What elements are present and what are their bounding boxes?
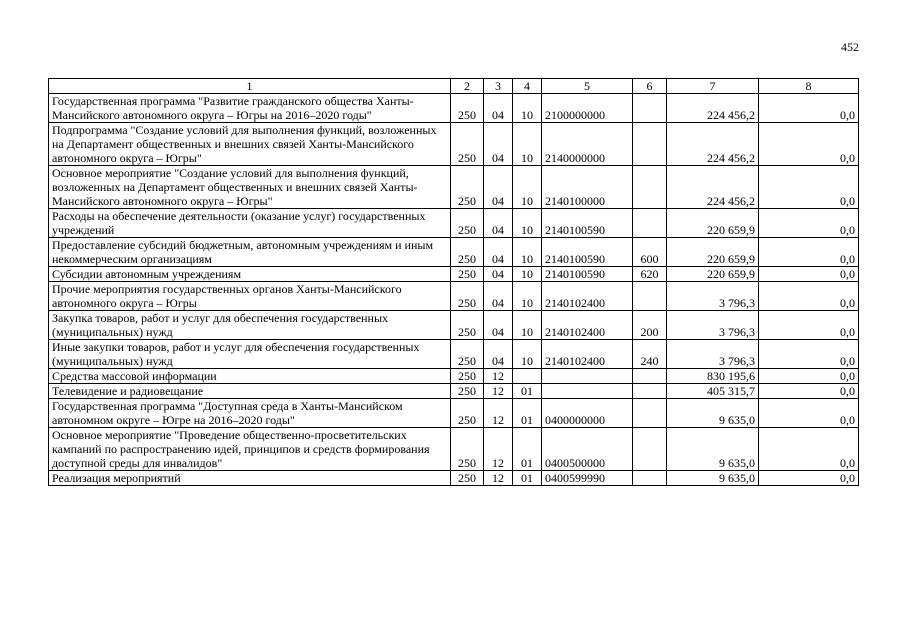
row-name-cell: Расходы на обеспечение деятельности (оказание услуг) государственных учреждений [49,209,451,238]
table-row [49,384,859,399]
row-target-code-cell: 2140000000 [542,123,633,166]
table-row [49,209,859,238]
table-row [49,166,859,209]
row-target-code-cell: 2140102400 [542,340,633,369]
row-name-cell: Субсидии автономным учреждениям [49,267,451,282]
row-subsection-cell: 10 [513,166,542,209]
row-amount-cell: 220 659,9 [667,209,759,238]
row-amount-cell: 220 659,9 [667,238,759,267]
row-name-cell: Предоставление субсидий бюджетным, автономным учреждениям и иным некоммерческим организациям [49,238,451,267]
row-subsection-cell: 10 [513,238,542,267]
row-amount-cell: 3 796,3 [667,282,759,311]
header-cell: 8 [759,79,859,94]
row-expense-type-cell [633,369,667,384]
row-amount-cell: 830 195,6 [667,369,759,384]
row-expense-type-cell [633,94,667,123]
row-amount-cell: 9 635,0 [667,471,759,486]
row-target-code-cell: 2140100590 [542,238,633,267]
row-amount-cell: 3 796,3 [667,311,759,340]
row-value-cell: 0,0 [759,238,859,267]
row-subsection-cell: 10 [513,209,542,238]
row-expense-type-cell [633,282,667,311]
row-section-cell: 04 [484,94,513,123]
row-value-cell: 0,0 [759,267,859,282]
row-section-cell: 12 [484,384,513,399]
row-amount-cell: 405 315,7 [667,384,759,399]
row-target-code-cell: 2140100590 [542,209,633,238]
row-expense-type-cell: 620 [633,267,667,282]
row-value-cell: 0,0 [759,369,859,384]
row-section-cell: 04 [484,238,513,267]
row-expense-type-cell: 600 [633,238,667,267]
row-subsection-cell: 10 [513,123,542,166]
table-row [49,123,859,166]
row-section-cell: 04 [484,267,513,282]
row-glava-cell: 250 [451,282,484,311]
row-subsection-cell: 10 [513,282,542,311]
row-section-cell: 12 [484,369,513,384]
row-name-cell: Средства массовой информации [49,369,451,384]
row-expense-type-cell [633,123,667,166]
row-section-cell: 04 [484,311,513,340]
row-subsection-cell [513,369,542,384]
row-name-cell: Реализация мероприятий [49,471,451,486]
header-cell: 5 [542,79,633,94]
row-amount-cell: 3 796,3 [667,340,759,369]
row-name-cell: Прочие мероприятия государственных органов Ханты-Мансийского автономного округа – Югры [49,282,451,311]
row-section-cell: 12 [484,399,513,428]
row-expense-type-cell [633,428,667,471]
row-value-cell: 0,0 [759,471,859,486]
header-cell: 6 [633,79,667,94]
row-value-cell: 0,0 [759,282,859,311]
row-value-cell: 0,0 [759,209,859,238]
header-cell: 2 [451,79,484,94]
row-amount-cell: 9 635,0 [667,428,759,471]
row-glava-cell: 250 [451,123,484,166]
row-amount-cell: 224 456,2 [667,166,759,209]
row-expense-type-cell [633,399,667,428]
row-value-cell: 0,0 [759,94,859,123]
row-value-cell: 0,0 [759,311,859,340]
row-glava-cell: 250 [451,166,484,209]
row-subsection-cell: 01 [513,471,542,486]
row-name-cell: Основное мероприятие "Проведение общественно-просветительских кампаний по распространению идей, принципов и средств формирования доступной среды для инвалидов" [49,428,451,471]
row-target-code-cell: 2140102400 [542,311,633,340]
table-row [49,471,859,486]
header-cell: 3 [484,79,513,94]
table-row [49,369,859,384]
row-glava-cell: 250 [451,238,484,267]
row-expense-type-cell [633,471,667,486]
row-expense-type-cell [633,384,667,399]
table-row [49,399,859,428]
row-target-code-cell [542,369,633,384]
table-row [49,311,859,340]
row-target-code-cell: 2100000000 [542,94,633,123]
row-glava-cell: 250 [451,428,484,471]
row-glava-cell: 250 [451,471,484,486]
row-value-cell: 0,0 [759,340,859,369]
row-subsection-cell: 10 [513,267,542,282]
row-section-cell: 04 [484,282,513,311]
row-section-cell: 12 [484,428,513,471]
row-target-code-cell: 2140100590 [542,267,633,282]
table-body [49,94,859,486]
row-amount-cell: 224 456,2 [667,94,759,123]
row-target-code-cell: 0400599990 [542,471,633,486]
row-amount-cell: 224 456,2 [667,123,759,166]
row-name-cell: Иные закупки товаров, работ и услуг для обеспечения государственных (муниципальных) нужд [49,340,451,369]
row-glava-cell: 250 [451,369,484,384]
row-glava-cell: 250 [451,94,484,123]
row-value-cell: 0,0 [759,399,859,428]
row-target-code-cell: 2140100000 [542,166,633,209]
row-name-cell: Государственная программа "Развитие гражданского общества Ханты-Мансийского автономного округа – Югры на 2016–2020 годы" [49,94,451,123]
header-row [49,79,859,94]
row-glava-cell: 250 [451,399,484,428]
header-cell: 7 [667,79,759,94]
row-target-code-cell: 0400000000 [542,399,633,428]
row-section-cell: 04 [484,340,513,369]
header-cell: 1 [49,79,451,94]
row-section-cell: 04 [484,166,513,209]
table-row [49,267,859,282]
row-subsection-cell: 10 [513,311,542,340]
row-target-code-cell: 0400500000 [542,428,633,471]
row-subsection-cell: 01 [513,384,542,399]
row-subsection-cell: 01 [513,428,542,471]
row-section-cell: 12 [484,471,513,486]
row-name-cell: Государственная программа "Доступная среда в Ханты-Мансийском автономном округе – Югре на 2016–2020 годы" [49,399,451,428]
row-glava-cell: 250 [451,340,484,369]
row-amount-cell: 9 635,0 [667,399,759,428]
row-section-cell: 04 [484,123,513,166]
row-glava-cell: 250 [451,311,484,340]
row-section-cell: 04 [484,209,513,238]
row-subsection-cell: 10 [513,340,542,369]
row-expense-type-cell: 200 [633,311,667,340]
table-row [49,238,859,267]
row-target-code-cell [542,384,633,399]
row-name-cell: Подпрограмма "Создание условий для выполнения функций, возложенных на Департамент общественных и внешних связей Ханты-Мансийского автономного округа – Югры" [49,123,451,166]
row-value-cell: 0,0 [759,123,859,166]
row-glava-cell: 250 [451,267,484,282]
table-row [49,282,859,311]
table-row [49,428,859,471]
budget-table [48,78,859,486]
row-value-cell: 0,0 [759,428,859,471]
row-glava-cell: 250 [451,384,484,399]
page-number: 452 [841,40,859,54]
row-name-cell: Телевидение и радиовещание [49,384,451,399]
row-glava-cell: 250 [451,209,484,238]
row-value-cell: 0,0 [759,166,859,209]
row-target-code-cell: 2140102400 [542,282,633,311]
table-row [49,340,859,369]
row-subsection-cell: 10 [513,94,542,123]
row-expense-type-cell [633,209,667,238]
row-name-cell: Закупка товаров, работ и услуг для обеспечения государственных (муниципальных) нужд [49,311,451,340]
table-row [49,94,859,123]
header-cell: 4 [513,79,542,94]
row-expense-type-cell [633,166,667,209]
row-expense-type-cell: 240 [633,340,667,369]
row-value-cell: 0,0 [759,384,859,399]
row-amount-cell: 220 659,9 [667,267,759,282]
row-subsection-cell: 01 [513,399,542,428]
row-name-cell: Основное мероприятие "Создание условий для выполнения функций, возложенных на Департамент общественных и внешних связей Ханты-Мансийского автономного округа – Югры" [49,166,451,209]
